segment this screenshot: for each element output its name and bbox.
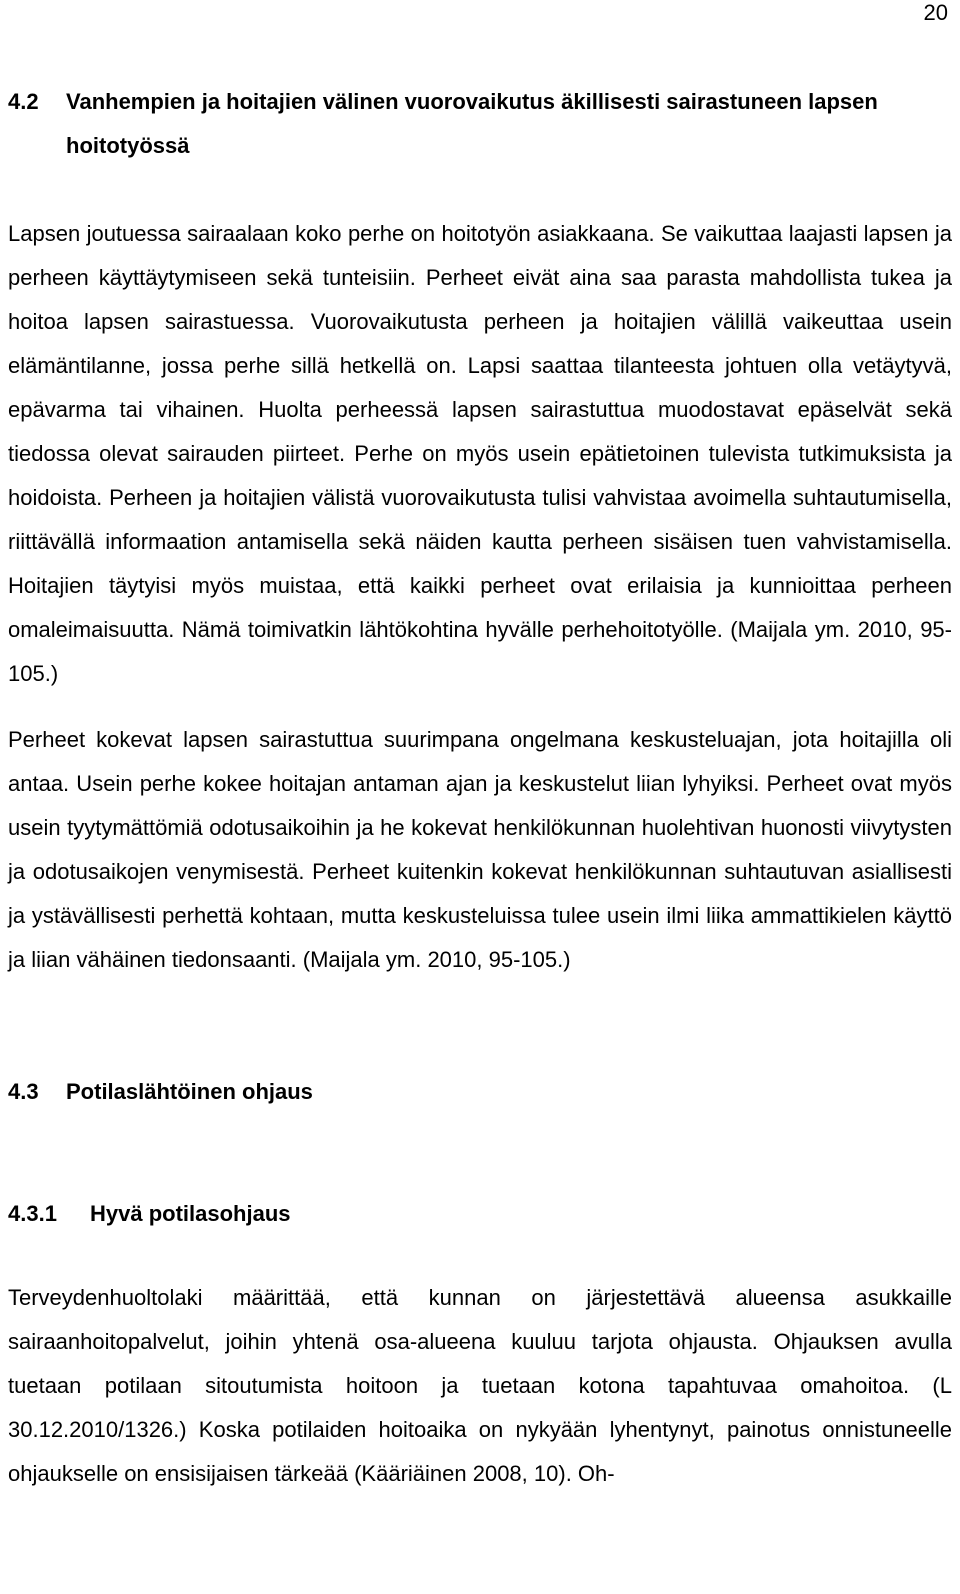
subsection-number: 4.3.1 [8,1201,57,1226]
section-number: 4.2 [8,89,39,114]
paragraph: Lapsen joutuessa sairaalaan koko perhe on hoitotyön asiakkaana. Se vaikuttaa laajasti lapsen ja perheen käyttäytymiseen sekä tunteisiin. Perheet eivät aina saa parasta mahdollista tukea ja hoitoa lapsen sairastuessa. Vuorovaikutusta perheen ja hoitajien välillä vaikeuttaa usein elämäntilanne, jossa perhe sillä hetkellä on. Lapsi saattaa tilanteesta johtuen olla vetäytyvä, epävarma tai vihainen. Huolta perheessä lapsen sairastuttua muodostavat epäselvät sekä tiedossa olevat sairauden piirteet. Perhe on myös usein epätietoinen tulevista tutkimuksista ja hoidoista. Perheen ja hoitajien välistä vuorovaikutusta tulisi vahvistaa avoimella suhtautumisella, riittävällä informaation antamisella sekä näiden kautta perheen sisäisen tuen vahvistamisella. Hoitajien täytyisi myös muistaa, että kaikki perheet ovat erilaisia ja kunnioittaa perheen omaleimaisuutta. Nämä toimivatkin lähtökohtina hyvälle perhehoitotyölle. (Maijala ym. 2010, 95-105.) [8,221,952,686]
section-heading-4-3 [8,1070,952,1114]
section-heading-4-2 [8,80,952,168]
section-title: Vanhempien ja hoitajien välinen vuorovaikutus äkillisesti sairastuneen lapsen hoitotyössä [66,89,878,158]
subsection-title: Hyvä potilasohjaus [90,1201,291,1226]
subsection-heading-4-3-1 [8,1192,952,1236]
page-number: 20 [923,0,948,25]
document-body [8,80,952,1496]
paragraph: Terveydenhuoltolaki määrittää, että kunnan on järjestettävä alueensa asukkaille sairaanhoitopalvelut, joihin yhtenä osa-alueena kuuluu tarjota ohjausta. Ohjauksen avulla tuetaan potilaan sitoutumista hoitoon ja tuetaan kotona tapahtuvaa omahoitoa. (L 30.12.2010/1326.) Koska potilaiden hoitoaika on nykyään lyhentynyt, painotus onnistuneelle ohjaukselle on ensisijaisen tärkeää (Kääriäinen 2008, 10). Oh- [8,1285,952,1486]
paragraph: Perheet kokevat lapsen sairastuttua suurimpana ongelmana keskusteluajan, jota hoitajilla oli antaa. Usein perhe kokee hoitajan antaman ajan ja keskustelut liian lyhyiksi. Perheet ovat myös usein tyytymättömiä odotusaikoihin ja he kokevat henkilökunnan huolehtivan huonosti viivytysten ja odotusaikojen venymisestä. Perheet kuitenkin kokevat henkilökunnan suhtautuvan asiallisesti ja ystävällisesti perhettä kohtaan, mutta keskusteluissa tulee usein ilmi liika ammattikielen käyttö ja liian vähäinen tiedonsaanti. (Maijala ym. 2010, 95-105.) [8,727,952,972]
section-title: Potilaslähtöinen ohjaus [66,1079,313,1104]
section-number: 4.3 [8,1079,39,1104]
